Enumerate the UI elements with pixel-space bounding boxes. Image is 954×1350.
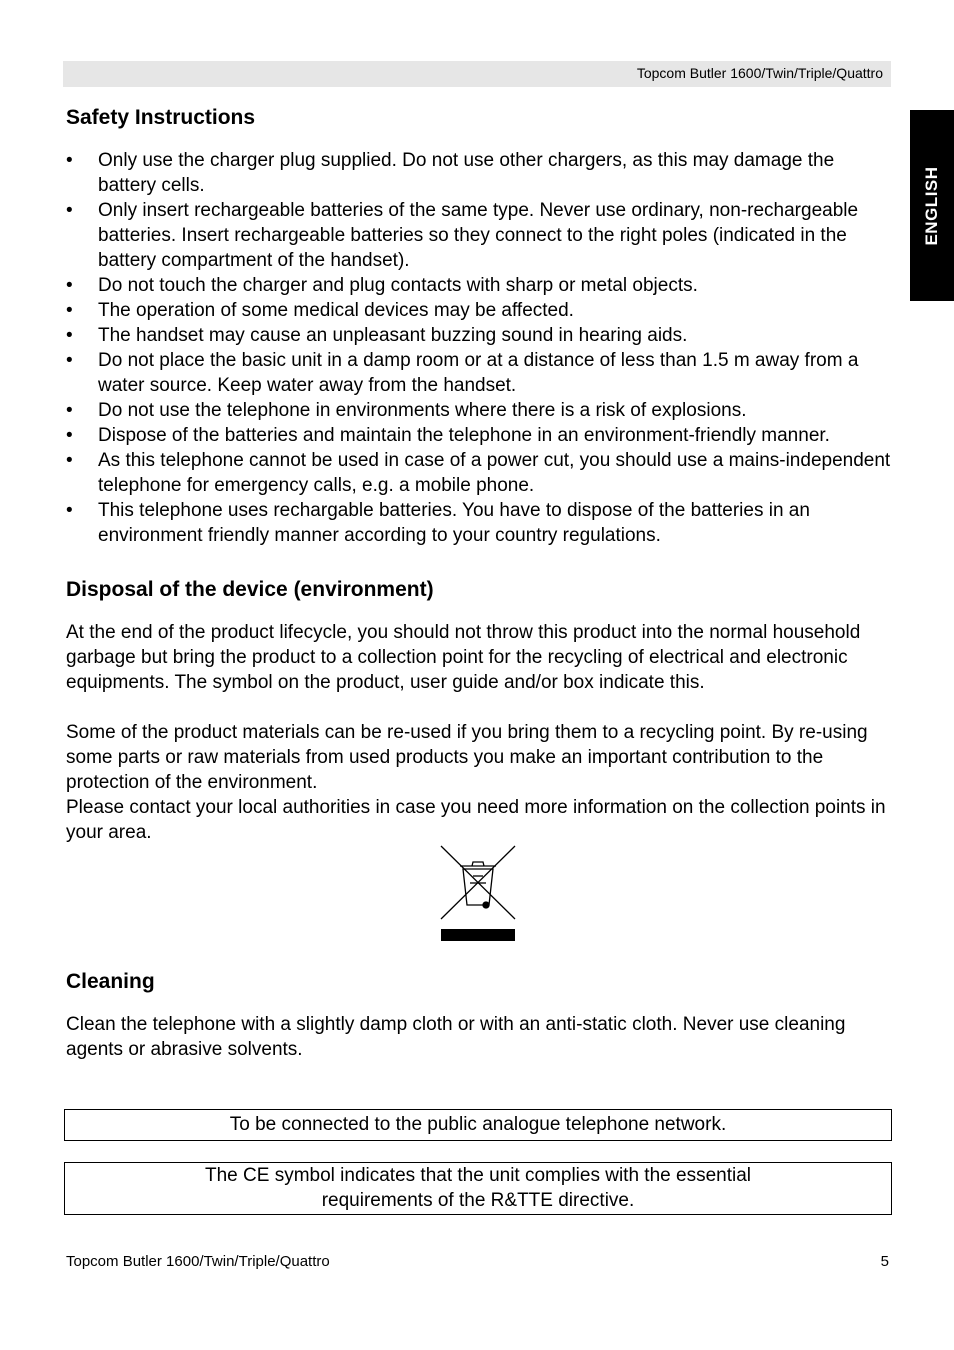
language-tab-label: ENGLISH	[922, 165, 941, 246]
safety-heading: Safety Instructions	[66, 106, 256, 129]
safety-list	[66, 148, 896, 548]
ce-notice-line-2: requirements of the R&TTE directive.	[321, 1190, 635, 1211]
ce-notice	[64, 1162, 892, 1215]
disposal-paragraph-3: Please contact your local authorities in case you need more information on the collection points in your area.	[66, 797, 886, 843]
disposal-paragraph-1: At the end of the product lifecycle, you should not throw this product into the normal household garbage but bring the product to a collection point for the recycling of electrical and electronic equipments. The symbol on the product, user guide and/or box indicate this.	[66, 622, 861, 693]
page-number: 5	[880, 1253, 889, 1270]
list-item: • The operation of some medical devices may be affected.	[66, 298, 896, 323]
list-item: • Dispose of the batteries and maintain the telephone in an environment-friendly manner.	[66, 423, 896, 448]
ce-notice-line-1: The CE symbol indicates that the unit complies with the essential	[205, 1165, 751, 1186]
footer-title: Topcom Butler 1600/Twin/Triple/Quattro	[66, 1253, 330, 1270]
network-notice-text: To be connected to the public analogue telephone network.	[229, 1114, 727, 1135]
list-item: • The handset may cause an unpleasant buzzing sound in hearing aids.	[66, 323, 896, 348]
list-item: • Only use the charger plug supplied. Do not use other chargers, as this may damage the battery cells.	[66, 148, 896, 198]
list-item: • Do not use the telephone in environments where there is a risk of explosions.	[66, 398, 896, 423]
list-item: • Do not touch the charger and plug contacts with sharp or metal objects.	[66, 273, 896, 298]
page-header	[63, 61, 891, 87]
network-notice	[64, 1109, 892, 1141]
language-tab	[910, 110, 954, 301]
list-item: • This telephone uses rechargable batteries. You have to dispose of the batteries in an environment friendly manner according to your country regulations.	[66, 498, 896, 548]
cleaning-heading: Cleaning	[66, 970, 155, 993]
list-item: • Do not place the basic unit in a damp room or at a distance of less than 1.5 m away from a water source. Keep water away from the handset.	[66, 348, 896, 398]
cleaning-paragraph: Clean the telephone with a slightly damp cloth or with an anti-static cloth. Never use cleaning agents or abrasive solvents.	[66, 1014, 846, 1060]
list-item: • As this telephone cannot be used in case of a power cut, you should use a mains-independent telephone for emergency calls, e.g. a mobile phone.	[66, 448, 896, 498]
crossed-out-wheelie-bin-icon	[440, 845, 516, 941]
disposal-paragraph-2: Some of the product materials can be re-used if you bring them to a recycling point. By re-using some parts or raw materials from used products you make an important contribution to the protection of the environment.	[66, 722, 868, 793]
list-item: • Only insert rechargeable batteries of the same type. Never use ordinary, non-rechargeable batteries. Insert rechargeable batteries so they connect to the right poles (indicated in the battery compartment of the handset).	[66, 198, 896, 273]
header-title: Topcom Butler 1600/Twin/Triple/Quattro	[636, 65, 883, 81]
disposal-heading: Disposal of the device (environment)	[66, 578, 434, 601]
